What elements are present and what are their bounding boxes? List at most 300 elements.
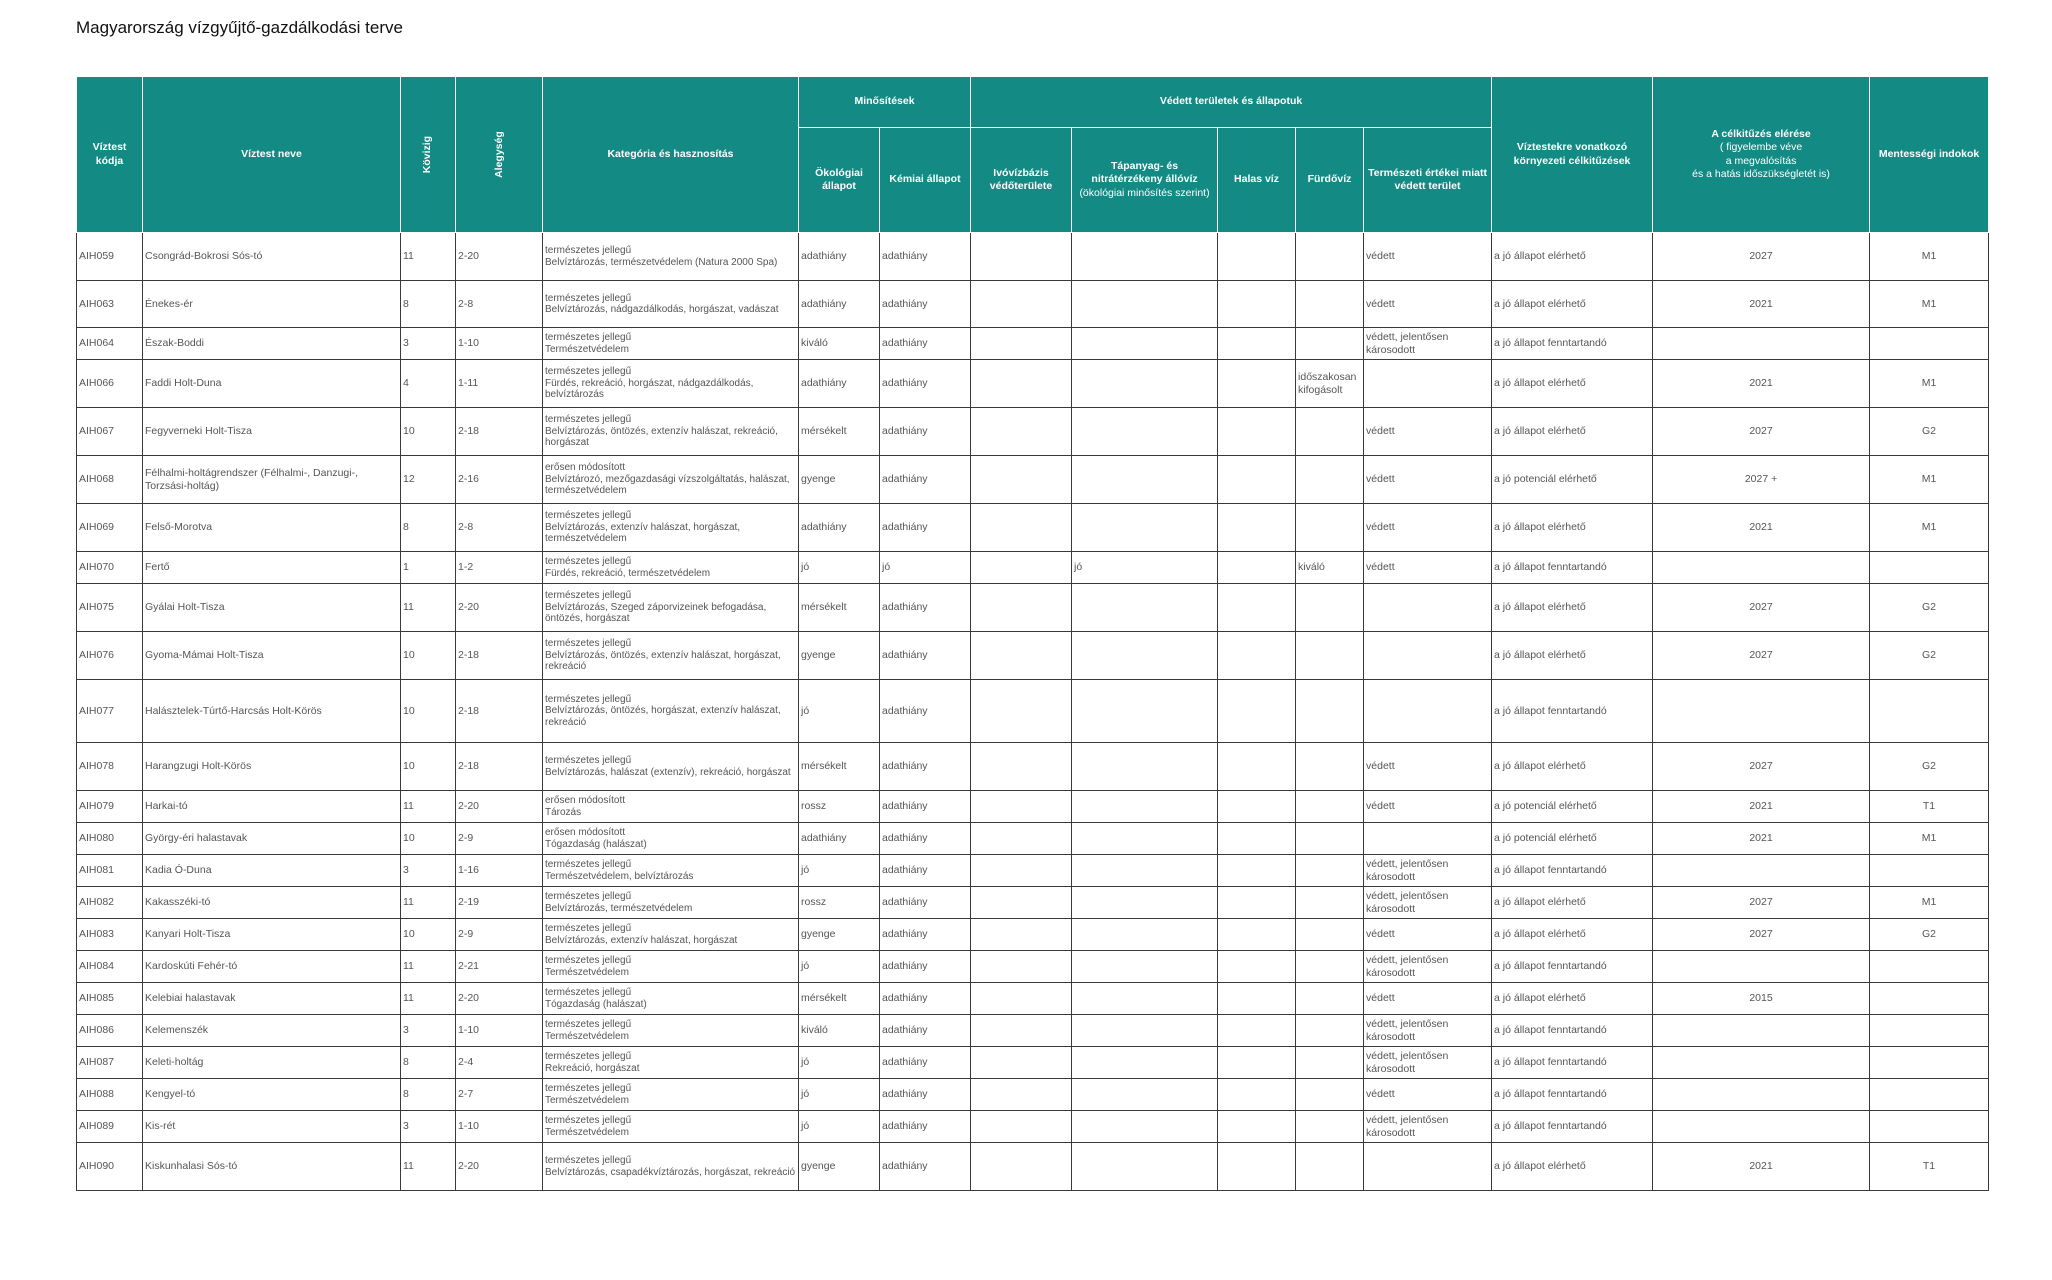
- cell-exemption: [1870, 1047, 1989, 1079]
- cell-chemical: adathiány: [880, 281, 971, 328]
- table-body: [77, 233, 1989, 1191]
- category-type: természetes jellegű: [545, 366, 632, 378]
- cell-kovizig: 10: [401, 632, 456, 680]
- cell-fish-water: [1218, 1047, 1296, 1079]
- cell-nutrient-sensitive: [1072, 281, 1218, 328]
- cell-exemption: G2: [1870, 743, 1989, 791]
- cell-name: Kiskunhalasi Sós-tó: [143, 1143, 401, 1191]
- header-alegyseg: Alegység: [456, 77, 543, 233]
- cell-alegyseg: 2-18: [456, 632, 543, 680]
- header-name: Víztest neve: [143, 77, 401, 233]
- cell-nature-protected: védett: [1364, 552, 1492, 584]
- cell-bathing-water: [1296, 504, 1364, 552]
- cell-drinking-water: [971, 887, 1072, 919]
- category-type: erősen módosított: [545, 827, 626, 838]
- cell-nutrient-sensitive: [1072, 584, 1218, 632]
- cell-nature-protected: védett, jelentősen károsodott: [1364, 1015, 1492, 1047]
- cell-code: AIH067: [77, 408, 143, 456]
- cell-chemical: jó: [880, 552, 971, 584]
- cell-category: [543, 456, 799, 504]
- cell-category: [543, 743, 799, 791]
- cell-objectives: a jó állapot elérhető: [1492, 1143, 1653, 1191]
- cell-nature-protected: védett: [1364, 281, 1492, 328]
- cell-deadline: 2021: [1653, 360, 1870, 408]
- cell-nature-protected: védett: [1364, 743, 1492, 791]
- cell-fish-water: [1218, 887, 1296, 919]
- cell-fish-water: [1218, 743, 1296, 791]
- cell-bathing-water: kiváló: [1296, 552, 1364, 584]
- cell-code: AIH080: [77, 823, 143, 855]
- cell-drinking-water: [971, 855, 1072, 887]
- cell-alegyseg: 2-20: [456, 791, 543, 823]
- cell-fish-water: [1218, 584, 1296, 632]
- cell-name: Faddi Holt-Duna: [143, 360, 401, 408]
- cell-exemption: [1870, 1079, 1989, 1111]
- cell-kovizig: 3: [401, 328, 456, 360]
- cell-kovizig: 11: [401, 951, 456, 983]
- cell-objectives: a jó állapot elérhető: [1492, 632, 1653, 680]
- cell-chemical: adathiány: [880, 632, 971, 680]
- cell-ecological: adathiány: [799, 504, 880, 552]
- category-type: természetes jellegű: [545, 414, 632, 426]
- cell-kovizig: 4: [401, 360, 456, 408]
- cell-drinking-water: [971, 233, 1072, 281]
- cell-chemical: adathiány: [880, 919, 971, 951]
- cell-nature-protected: védett, jelentősen károsodott: [1364, 951, 1492, 983]
- cell-ecological: mérsékelt: [799, 584, 880, 632]
- cell-nutrient-sensitive: [1072, 887, 1218, 919]
- cell-kovizig: 12: [401, 456, 456, 504]
- cell-kovizig: 3: [401, 1015, 456, 1047]
- cell-nature-protected: védett: [1364, 233, 1492, 281]
- cell-name: Kelebiai halastavak: [143, 983, 401, 1015]
- header-objectives: Víztestekre vonatkozó környezeti célkitűzések: [1492, 77, 1653, 233]
- cell-nature-protected: védett: [1364, 791, 1492, 823]
- category-type: természetes jellegű: [545, 510, 632, 522]
- cell-code: AIH069: [77, 504, 143, 552]
- cell-exemption: M1: [1870, 887, 1989, 919]
- cell-code: AIH086: [77, 1015, 143, 1047]
- cell-nutrient-sensitive: [1072, 1143, 1218, 1191]
- cell-alegyseg: 2-4: [456, 1047, 543, 1079]
- cell-bathing-water: [1296, 1079, 1364, 1111]
- cell-chemical: adathiány: [880, 983, 971, 1015]
- cell-code: AIH085: [77, 983, 143, 1015]
- cell-ecological: adathiány: [799, 233, 880, 281]
- table-row: [77, 456, 1989, 504]
- cell-name: Keleti-holtág: [143, 1047, 401, 1079]
- header-fish-water: Halas víz: [1218, 128, 1296, 233]
- cell-code: AIH084: [77, 951, 143, 983]
- cell-category: [543, 1111, 799, 1143]
- cell-ecological: kiváló: [799, 328, 880, 360]
- cell-drinking-water: [971, 281, 1072, 328]
- cell-code: AIH068: [77, 456, 143, 504]
- category-type: természetes jellegű: [545, 955, 632, 966]
- cell-deadline: [1653, 1079, 1870, 1111]
- cell-bathing-water: [1296, 919, 1364, 951]
- cell-drinking-water: [971, 983, 1072, 1015]
- cell-drinking-water: [971, 328, 1072, 360]
- cell-chemical: adathiány: [880, 456, 971, 504]
- category-usage: Belvíztározás, öntözés, extenzív halászat, rekreáció, horgászat: [545, 425, 778, 449]
- header-protected-areas: Védett területek és állapotuk: [971, 77, 1492, 128]
- cell-bathing-water: [1296, 680, 1364, 743]
- cell-drinking-water: [971, 408, 1072, 456]
- cell-fish-water: [1218, 983, 1296, 1015]
- cell-name: György-éri halastavak: [143, 823, 401, 855]
- cell-name: Gyálai Holt-Tisza: [143, 584, 401, 632]
- cell-deadline: [1653, 951, 1870, 983]
- cell-exemption: G2: [1870, 408, 1989, 456]
- cell-chemical: adathiány: [880, 1015, 971, 1047]
- cell-category: [543, 919, 799, 951]
- cell-alegyseg: 2-8: [456, 504, 543, 552]
- cell-fish-water: [1218, 233, 1296, 281]
- cell-deadline: 2021: [1653, 504, 1870, 552]
- cell-chemical: adathiány: [880, 360, 971, 408]
- cell-name: Harkai-tó: [143, 791, 401, 823]
- cell-objectives: a jó állapot fenntartandó: [1492, 1047, 1653, 1079]
- cell-objectives: a jó állapot elérhető: [1492, 233, 1653, 281]
- header-exemption: Mentességi indokok: [1870, 77, 1989, 233]
- cell-exemption: [1870, 328, 1989, 360]
- cell-exemption: T1: [1870, 791, 1989, 823]
- cell-exemption: [1870, 951, 1989, 983]
- cell-drinking-water: [971, 680, 1072, 743]
- category-type: természetes jellegű: [545, 1115, 632, 1126]
- table-row: [77, 233, 1989, 281]
- table-row: [77, 823, 1989, 855]
- cell-exemption: G2: [1870, 584, 1989, 632]
- header-deadline: A célkitűzés elérése ( figyelembe véve a megvalósítás és a hatás időszükségletét is): [1653, 77, 1870, 233]
- cell-chemical: adathiány: [880, 680, 971, 743]
- cell-bathing-water: [1296, 328, 1364, 360]
- category-usage: Fürdés, rekreáció, természetvédelem: [545, 567, 711, 579]
- cell-drinking-water: [971, 1015, 1072, 1047]
- cell-drinking-water: [971, 360, 1072, 408]
- cell-kovizig: 8: [401, 1079, 456, 1111]
- cell-name: Kakasszéki-tó: [143, 887, 401, 919]
- table-row: [77, 680, 1989, 743]
- cell-category: [543, 1079, 799, 1111]
- cell-deadline: 2027: [1653, 632, 1870, 680]
- cell-bathing-water: időszakosan kifogásolt: [1296, 360, 1364, 408]
- cell-name: Kanyari Holt-Tisza: [143, 919, 401, 951]
- cell-objectives: a jó állapot elérhető: [1492, 584, 1653, 632]
- cell-category: [543, 983, 799, 1015]
- cell-category: [543, 632, 799, 680]
- table-row: [77, 951, 1989, 983]
- cell-ecological: gyenge: [799, 456, 880, 504]
- category-usage: Belvíztározás, nádgazdálkodás, horgászat, vadászat: [545, 304, 779, 315]
- cell-nature-protected: védett: [1364, 408, 1492, 456]
- cell-code: AIH083: [77, 919, 143, 951]
- cell-code: AIH079: [77, 791, 143, 823]
- category-usage: Belvíztározás, öntözés, extenzív halászat, horgászat, rekreáció: [545, 649, 781, 673]
- cell-drinking-water: [971, 1111, 1072, 1143]
- cell-objectives: a jó állapot fenntartandó: [1492, 552, 1653, 584]
- cell-nature-protected: [1364, 360, 1492, 408]
- cell-category: [543, 1047, 799, 1079]
- cell-alegyseg: 2-18: [456, 680, 543, 743]
- table-row: [77, 1015, 1989, 1047]
- cell-drinking-water: [971, 1143, 1072, 1191]
- header-code: Víztest kódja: [77, 77, 143, 233]
- cell-objectives: a jó állapot elérhető: [1492, 408, 1653, 456]
- cell-fish-water: [1218, 919, 1296, 951]
- cell-ecological: jó: [799, 951, 880, 983]
- cell-category: [543, 504, 799, 552]
- table-row: [77, 1143, 1989, 1191]
- cell-bathing-water: [1296, 887, 1364, 919]
- cell-chemical: adathiány: [880, 1079, 971, 1111]
- header-kovizig: Kövizig: [401, 77, 456, 233]
- cell-kovizig: 10: [401, 408, 456, 456]
- cell-category: [543, 887, 799, 919]
- cell-chemical: adathiány: [880, 951, 971, 983]
- cell-category: [543, 680, 799, 743]
- category-type: természetes jellegű: [545, 923, 632, 934]
- cell-name: Kardoskúti Fehér-tó: [143, 951, 401, 983]
- cell-kovizig: 1: [401, 552, 456, 584]
- cell-objectives: a jó állapot elérhető: [1492, 919, 1653, 951]
- cell-ecological: gyenge: [799, 919, 880, 951]
- cell-nature-protected: [1364, 823, 1492, 855]
- table-row: [77, 584, 1989, 632]
- cell-deadline: 2027: [1653, 584, 1870, 632]
- cell-nature-protected: védett: [1364, 1079, 1492, 1111]
- cell-deadline: [1653, 328, 1870, 360]
- cell-ecological: rossz: [799, 887, 880, 919]
- cell-fish-water: [1218, 408, 1296, 456]
- table-row: [77, 919, 1989, 951]
- water-body-table: [76, 76, 1989, 1191]
- cell-objectives: a jó állapot elérhető: [1492, 887, 1653, 919]
- cell-alegyseg: 2-9: [456, 823, 543, 855]
- cell-exemption: M1: [1870, 233, 1989, 281]
- header-drinking-water: Ivóvízbázis védőterülete: [971, 128, 1072, 233]
- cell-code: AIH089: [77, 1111, 143, 1143]
- table-row: [77, 360, 1989, 408]
- cell-drinking-water: [971, 823, 1072, 855]
- category-type: természetes jellegű: [545, 556, 632, 567]
- cell-nutrient-sensitive: [1072, 504, 1218, 552]
- cell-nutrient-sensitive: [1072, 855, 1218, 887]
- cell-chemical: adathiány: [880, 855, 971, 887]
- cell-alegyseg: 1-10: [456, 1015, 543, 1047]
- cell-chemical: adathiány: [880, 408, 971, 456]
- cell-exemption: G2: [1870, 632, 1989, 680]
- table-row: [77, 552, 1989, 584]
- cell-fish-water: [1218, 680, 1296, 743]
- cell-nutrient-sensitive: [1072, 919, 1218, 951]
- cell-exemption: T1: [1870, 1143, 1989, 1191]
- cell-name: Kis-rét: [143, 1111, 401, 1143]
- cell-nature-protected: védett: [1364, 456, 1492, 504]
- cell-alegyseg: 1-10: [456, 328, 543, 360]
- category-type: természetes jellegű: [545, 755, 632, 766]
- cell-drinking-water: [971, 552, 1072, 584]
- cell-deadline: [1653, 1015, 1870, 1047]
- header-category: Kategória és hasznosítás: [543, 77, 799, 233]
- category-type: természetes jellegű: [545, 332, 632, 343]
- cell-nutrient-sensitive: [1072, 1079, 1218, 1111]
- cell-kovizig: 11: [401, 1143, 456, 1191]
- cell-bathing-water: [1296, 743, 1364, 791]
- cell-exemption: G2: [1870, 919, 1989, 951]
- cell-chemical: adathiány: [880, 504, 971, 552]
- cell-drinking-water: [971, 632, 1072, 680]
- cell-alegyseg: 1-16: [456, 855, 543, 887]
- cell-bathing-water: [1296, 1143, 1364, 1191]
- cell-exemption: [1870, 855, 1989, 887]
- cell-alegyseg: 2-7: [456, 1079, 543, 1111]
- cell-exemption: [1870, 1015, 1989, 1047]
- cell-chemical: adathiány: [880, 1143, 971, 1191]
- cell-nature-protected: [1364, 680, 1492, 743]
- category-type: természetes jellegű: [545, 693, 632, 705]
- cell-deadline: 2021: [1653, 823, 1870, 855]
- cell-alegyseg: 2-8: [456, 281, 543, 328]
- category-usage: Természetvédelem: [545, 966, 629, 978]
- category-type: természetes jellegű: [545, 859, 632, 870]
- cell-exemption: [1870, 983, 1989, 1015]
- cell-fish-water: [1218, 360, 1296, 408]
- cell-deadline: 2027 +: [1653, 456, 1870, 504]
- cell-nutrient-sensitive: [1072, 791, 1218, 823]
- cell-nature-protected: védett: [1364, 983, 1492, 1015]
- category-usage: Természetvédelem: [545, 343, 629, 355]
- category-usage: Természetvédelem, belvíztározás: [545, 870, 694, 882]
- cell-nature-protected: védett, jelentősen károsodott: [1364, 1047, 1492, 1079]
- cell-nutrient-sensitive: [1072, 328, 1218, 360]
- cell-kovizig: 8: [401, 1047, 456, 1079]
- cell-kovizig: 11: [401, 983, 456, 1015]
- cell-alegyseg: 2-18: [456, 743, 543, 791]
- cell-alegyseg: 2-9: [456, 919, 543, 951]
- cell-fish-water: [1218, 328, 1296, 360]
- cell-nutrient-sensitive: [1072, 360, 1218, 408]
- cell-bathing-water: [1296, 408, 1364, 456]
- category-type: természetes jellegű: [545, 891, 632, 902]
- cell-nutrient-sensitive: [1072, 408, 1218, 456]
- cell-name: Felső-Morotva: [143, 504, 401, 552]
- cell-deadline: 2027: [1653, 233, 1870, 281]
- cell-chemical: adathiány: [880, 887, 971, 919]
- cell-fish-water: [1218, 951, 1296, 983]
- category-type: természetes jellegű: [545, 1051, 632, 1062]
- header-nutrient-sensitive: Tápanyag- és nitrátérzékeny állóvíz (ökológiai minősítés szerint): [1072, 128, 1218, 233]
- cell-ecological: jó: [799, 1111, 880, 1143]
- cell-fish-water: [1218, 1143, 1296, 1191]
- category-usage: Belvíztározás, csapadékvíztározás, horgászat, rekreáció: [545, 1166, 796, 1178]
- cell-objectives: a jó potenciál elérhető: [1492, 456, 1653, 504]
- cell-objectives: a jó állapot elérhető: [1492, 360, 1653, 408]
- category-usage: Fürdés, rekreáció, horgászat, nádgazdálkodás, belvíztározás: [545, 377, 754, 401]
- table-row: [77, 1047, 1989, 1079]
- cell-objectives: a jó állapot fenntartandó: [1492, 1111, 1653, 1143]
- cell-chemical: adathiány: [880, 743, 971, 791]
- category-type: erősen módosított: [545, 795, 626, 806]
- cell-deadline: 2027: [1653, 408, 1870, 456]
- cell-name: Félhalmi-holtágrendszer (Félhalmi-, Danzugi-, Torzsási-holtág): [143, 456, 401, 504]
- cell-bathing-water: [1296, 281, 1364, 328]
- cell-ecological: jó: [799, 680, 880, 743]
- category-usage: Rekreáció, horgászat: [545, 1062, 640, 1074]
- cell-deadline: [1653, 1047, 1870, 1079]
- cell-chemical: adathiány: [880, 584, 971, 632]
- cell-ecological: jó: [799, 552, 880, 584]
- cell-objectives: a jó állapot elérhető: [1492, 743, 1653, 791]
- cell-name: Fertő: [143, 552, 401, 584]
- cell-kovizig: 10: [401, 919, 456, 951]
- cell-kovizig: 11: [401, 584, 456, 632]
- cell-category: [543, 791, 799, 823]
- cell-ecological: rossz: [799, 791, 880, 823]
- cell-exemption: M1: [1870, 823, 1989, 855]
- cell-bathing-water: [1296, 1015, 1364, 1047]
- cell-objectives: a jó állapot fenntartandó: [1492, 680, 1653, 743]
- cell-code: AIH064: [77, 328, 143, 360]
- category-usage: Belvíztározás, természetvédelem (Natura 2000 Spa): [545, 256, 778, 268]
- cell-objectives: a jó állapot fenntartandó: [1492, 328, 1653, 360]
- cell-category: [543, 281, 799, 328]
- cell-chemical: adathiány: [880, 1047, 971, 1079]
- cell-fish-water: [1218, 632, 1296, 680]
- cell-fish-water: [1218, 1111, 1296, 1143]
- cell-code: AIH063: [77, 281, 143, 328]
- cell-category: [543, 584, 799, 632]
- cell-ecological: kiváló: [799, 1015, 880, 1047]
- cell-objectives: a jó állapot fenntartandó: [1492, 951, 1653, 983]
- cell-deadline: 2015: [1653, 983, 1870, 1015]
- table-row: [77, 1111, 1989, 1143]
- cell-name: Gyoma-Mámai Holt-Tisza: [143, 632, 401, 680]
- cell-bathing-water: [1296, 823, 1364, 855]
- cell-fish-water: [1218, 791, 1296, 823]
- category-type: természetes jellegű: [545, 245, 632, 256]
- cell-nutrient-sensitive: [1072, 823, 1218, 855]
- cell-fish-water: [1218, 281, 1296, 328]
- category-type: természetes jellegű: [545, 1019, 632, 1030]
- table-row: [77, 983, 1989, 1015]
- cell-alegyseg: 2-20: [456, 983, 543, 1015]
- cell-bathing-water: [1296, 791, 1364, 823]
- category-usage: Természetvédelem: [545, 1030, 629, 1042]
- header-ecological: Ökológiai állapot: [799, 128, 880, 233]
- cell-name: Észak-Boddi: [143, 328, 401, 360]
- cell-nutrient-sensitive: [1072, 632, 1218, 680]
- cell-code: AIH088: [77, 1079, 143, 1111]
- cell-category: [543, 360, 799, 408]
- table-row: [77, 1079, 1989, 1111]
- cell-category: [543, 823, 799, 855]
- table-row: [77, 791, 1989, 823]
- category-usage: Belvíztározás, természetvédelem: [545, 902, 693, 914]
- cell-nature-protected: védett, jelentősen károsodott: [1364, 855, 1492, 887]
- cell-ecological: jó: [799, 855, 880, 887]
- cell-nutrient-sensitive: [1072, 1015, 1218, 1047]
- cell-deadline: [1653, 855, 1870, 887]
- table-row: [77, 887, 1989, 919]
- cell-kovizig: 10: [401, 823, 456, 855]
- cell-code: AIH059: [77, 233, 143, 281]
- cell-nutrient-sensitive: [1072, 743, 1218, 791]
- category-type: természetes jellegű: [545, 590, 632, 602]
- cell-code: AIH070: [77, 552, 143, 584]
- header-nature-protected: Természeti értékei miatt védett terület: [1364, 128, 1492, 233]
